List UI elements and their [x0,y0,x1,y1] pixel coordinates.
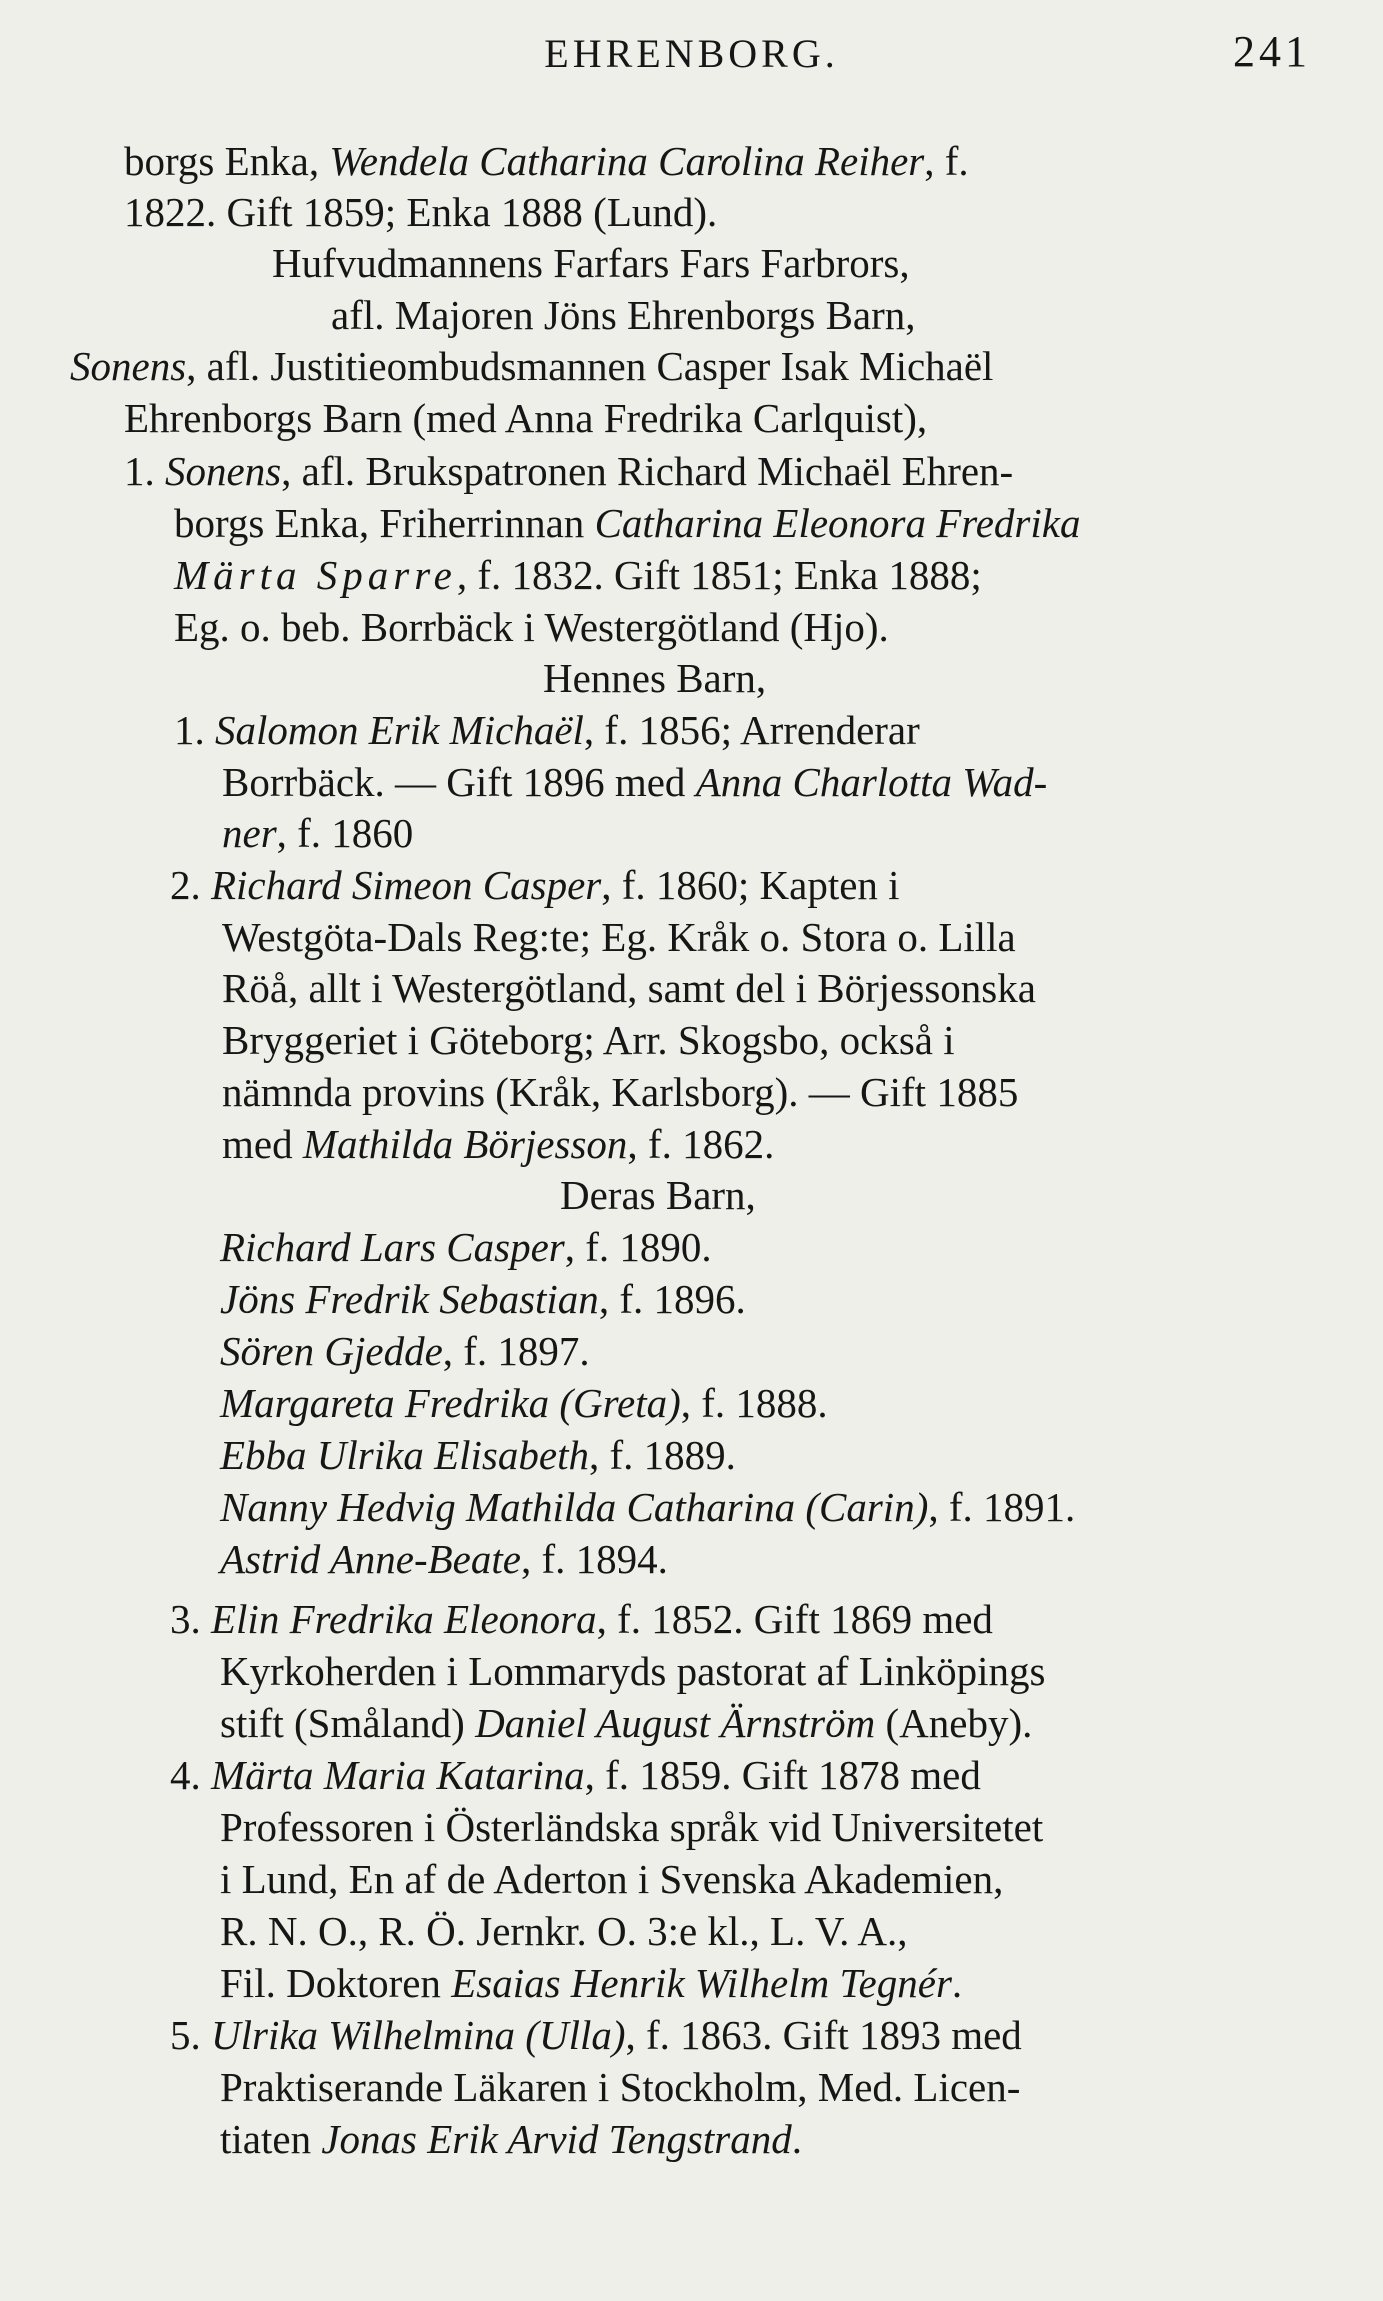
person-name: Sören Gjedde [220,1328,443,1374]
text-run: . [951,1960,963,2006]
text-run: , f. 1863. Gift 1893 med [625,2012,1022,2058]
text-run: , f. 1890. [564,1224,712,1270]
text-run: , afl. Brukspatronen Richard Michaël Ehren- [281,448,1014,494]
person-name: Jonas Erik Arvid Tengstrand [321,2116,792,2162]
text-line: i Lund, En af de Aderton i Svenska Akademien, [220,1856,1004,1902]
text-line: Kyrkoherden i Lommaryds pastorat af Linköpings [220,1648,1046,1694]
text-line [222,1119,774,1169]
text-line [220,1482,1075,1532]
text-run: , f. 1856; Arrenderar [583,707,920,753]
text-line [174,705,920,755]
text-run: , f. 1852. Gift 1869 med [596,1596,993,1642]
text-line: Deras Barn, [560,1172,756,1218]
person-name: Anna Charlotta Wad- [695,759,1048,805]
text-line [220,1274,746,1324]
text-run: , f. 1896. [598,1276,746,1322]
text-run: Sonens [70,343,187,389]
person-name: Ebba Ulrika Elisabeth [220,1432,589,1478]
text-line: Hennes Barn, [543,655,767,701]
person-name: Nanny Hedvig Mathilda Catharina (Carin) [220,1484,929,1530]
text-run: , f. 1859. Gift 1878 med [584,1752,981,1798]
text-line [124,136,1308,186]
text-line: 1822. Gift 1859; Enka 1888 (Lund). [124,189,718,235]
person-name: Richard Simeon Casper [211,862,602,908]
person-name: Catharina Eleonora Fredrika [594,500,1081,546]
text-run: tiaten [220,2116,322,2162]
text-run: ner [222,810,277,856]
text-run: 4. [170,1752,211,1798]
text-line [220,1958,962,2008]
text-line: nämnda provins (Kråk, Karlsborg). — Gift 1885 [222,1069,1019,1115]
text-run: . [791,2116,802,2162]
text-line [170,2010,1022,2060]
text-run: 2. [170,862,211,908]
person-name: Richard Lars Casper [220,1224,565,1270]
text-run: stift (Småland) [220,1700,476,1746]
text-line: Eg. o. beb. Borrbäck i Westergötland (Hjo). [174,604,889,650]
person-name: Jöns Fredrik Sebastian [220,1276,599,1322]
text-line [220,1222,712,1272]
text-run: , f. 1891. [928,1484,1076,1530]
text-line [170,1594,993,1644]
text-line [220,1534,668,1584]
text-run: borgs Enka, Friherrinnan [174,500,595,546]
text-line [220,1378,828,1428]
text-run: , f. 1888. [680,1380,828,1426]
text-run: , f. 1897. [442,1328,590,1374]
text-line [220,1430,736,1480]
person-name: Mathilda Börjesson [302,1121,628,1167]
running-header: EHRENBORG. [544,31,839,76]
text-run: 1. [124,448,165,494]
person-name: Astrid Anne-Beate [220,1536,521,1582]
text-run: , f. [924,138,969,184]
text-run: , afl. Justitieombudsmannen Casper Isak Michaël [186,343,994,389]
text-run: , f. 1860; Kapten i [601,862,900,908]
text-run: Sonens [165,448,282,494]
text-run: Borrbäck. — Gift 1896 med [222,759,696,805]
page-number: 241 [1233,27,1311,76]
text-line [124,446,1013,496]
text-line: Bryggeriet i Göteborg; Arr. Skogsbo, också i [222,1017,955,1063]
text-line [222,808,413,858]
text-line: R. N. O., R. Ö. Jernkr. O. 3:e kl., L. V. A., [220,1908,908,1954]
person-name: Daniel August Ärnström [475,1700,876,1746]
text-line [70,341,993,391]
text-line [174,498,1080,548]
text-line [222,757,1047,807]
text-line [170,1750,981,1800]
text-run: med [222,1121,303,1167]
text-run: , f. 1889. [588,1432,736,1478]
text-line: afl. Majoren Jöns Ehrenborgs Barn, [331,292,916,338]
text-line [174,550,982,600]
text-run: 5. [170,2012,211,2058]
person-name: Märta Sparre [174,552,457,598]
person-name: Elin Fredrika Eleonora [211,1596,597,1642]
text-run: 1. [174,707,215,753]
text-run: , f. 1862. [627,1121,775,1167]
text-run: Fil. Doktoren [220,1960,452,2006]
text-line [220,1326,590,1376]
person-name: Salomon Erik Michaël [215,707,584,753]
text-line: Praktiserande Läkaren i Stockholm, Med. Licen- [220,2064,1021,2110]
text-run: , f. 1860 [276,810,414,856]
text-run: , f. 1894. [520,1536,668,1582]
text-line [220,1698,1032,1748]
text-line [170,860,900,910]
text-run: borgs Enka, [124,138,330,184]
person-name: Wendela Catharina Carolina Reiher [329,138,925,184]
text-run: (Aneby). [875,1700,1033,1746]
person-name: Margareta Fredrika (Greta) [220,1380,681,1426]
text-line: Professoren i Österländska språk vid Universitetet [220,1804,1044,1850]
person-name: Märta Maria Katarina [211,1752,585,1798]
text-line: Röå, allt i Westergötland, samt del i Börjessonska [222,965,1036,1011]
person-name: Ulrika Wilhelmina (Ulla) [211,2012,626,2058]
text-line: Westgöta-Dals Reg:te; Eg. Kråk o. Stora o. Lilla [222,914,1016,960]
text-run: , f. 1832. Gift 1851; Enka 1888; [456,552,982,598]
person-name: Esaias Henrik Wilhelm Tegnér [451,1960,952,2006]
text-line [220,2114,802,2164]
text-line: Ehrenborgs Barn (med Anna Fredrika Carlquist), [124,395,928,441]
text-run: 3. [170,1596,211,1642]
text-line: Hufvudmannens Farfars Fars Farbrors, [272,240,910,286]
